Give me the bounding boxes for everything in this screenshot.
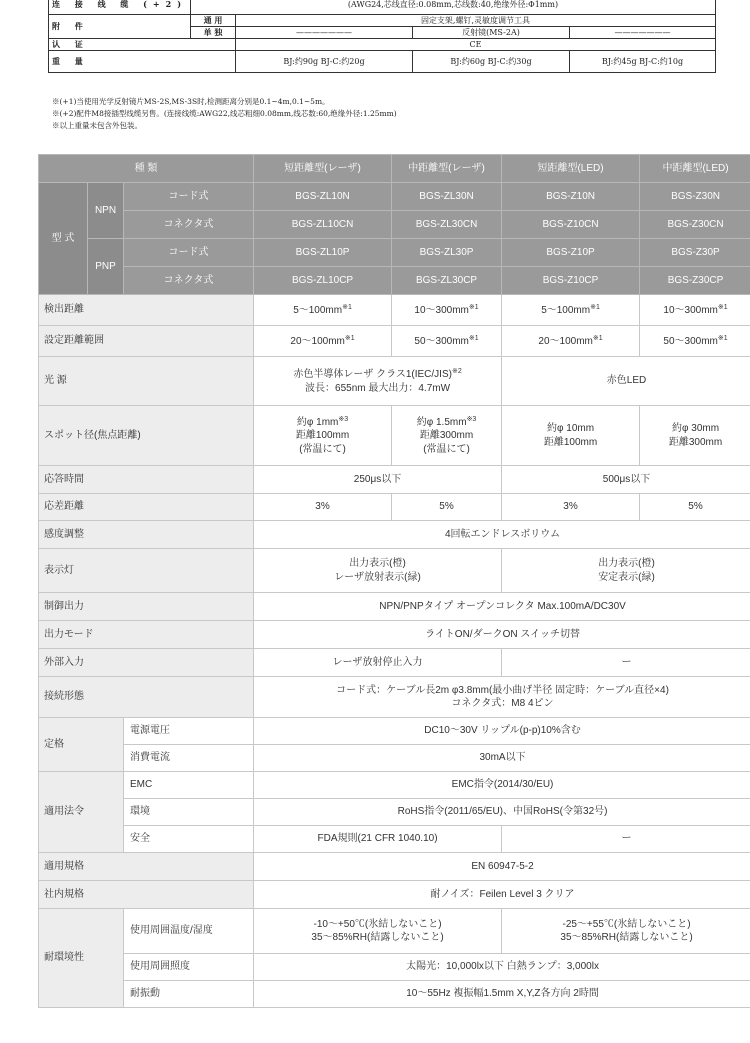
model-value: BGS-ZL10N <box>254 183 392 211</box>
label-response: 応答時間 <box>39 466 254 494</box>
row-inhouse <box>39 881 750 909</box>
value-current: 30mA以下 <box>254 745 750 772</box>
model-row <box>39 183 750 211</box>
header-col-3: 短距離型(LED) <box>502 155 640 183</box>
model-value: BGS-Z30CN <box>640 211 750 239</box>
scanned-sub-common: 通 用 <box>190 15 235 27</box>
row-hyst <box>39 494 750 521</box>
model-type: コネクタ式 <box>124 267 254 295</box>
value-text: 5～100mm <box>293 304 343 316</box>
label-sens: 感度調整 <box>39 521 254 549</box>
value-cell <box>392 406 502 466</box>
model-label: 型 式 <box>39 183 88 295</box>
label-indicator: 表示灯 <box>39 549 254 593</box>
row-rating-supply <box>39 718 750 745</box>
scanned-weight-3: BJ:约45g BJ-C:约10g <box>569 51 715 73</box>
value-text: 35～85%RH(結露しないこと) <box>560 932 693 943</box>
label-ext: 外部入力 <box>39 649 254 677</box>
value-text: 10～300mm <box>663 304 718 316</box>
row-response <box>39 466 750 494</box>
value-temp-led <box>502 909 750 954</box>
scanned-row-accessory-common <box>49 15 716 27</box>
label-control: 制御出力 <box>39 593 254 621</box>
model-type: コード式 <box>124 183 254 211</box>
model-value: BGS-Z30CP <box>640 267 750 295</box>
model-value: BGS-ZL10CP <box>254 267 392 295</box>
note-mark: ※1 <box>468 334 479 342</box>
value-indicator-laser <box>254 549 502 593</box>
row-law-emc <box>39 772 750 799</box>
value-cell: 3% <box>502 494 640 521</box>
model-type: コード式 <box>124 239 254 267</box>
scanned-value-cable: (AWG24,芯线直径:0.08mm,芯线数:40,绝缘外径:Φ1mm) <box>190 0 715 15</box>
value-text: コネクタ式：M8 4ピン <box>451 698 554 709</box>
value-cell <box>254 326 392 357</box>
model-value: BGS-ZL30N <box>392 183 502 211</box>
value-text: 10～300mm <box>414 304 469 316</box>
value-cell <box>640 295 750 326</box>
model-value: BGS-Z30N <box>640 183 750 211</box>
model-row <box>39 267 750 295</box>
model-value: BGS-Z30P <box>640 239 750 267</box>
scanned-label-cable: 连 接 线 缆 (+2) <box>49 0 191 15</box>
label-setrange: 設定距離範囲 <box>39 326 254 357</box>
row-spot <box>39 406 750 466</box>
value-cell <box>502 326 640 357</box>
value-cell <box>254 406 392 466</box>
label-spot: スポット径(焦点距離) <box>39 406 254 466</box>
value-light-led: 赤色LED <box>502 357 750 406</box>
value-text: 距離100mm <box>543 436 598 448</box>
row-control <box>39 593 750 621</box>
value-response-laser: 250μs以下 <box>254 466 502 494</box>
value-supply: DC10～30V リップル(p-p)10%含む <box>254 718 750 745</box>
label-emc: EMC <box>124 772 254 799</box>
scanned-weight-1: BJ:约90g BJ-C:约20g <box>235 51 412 73</box>
label-temp: 使用周囲温度/湿度 <box>124 909 254 954</box>
value-text: コード式：ケーブル長2m φ3.8mm(最小曲げ半径 固定時：ケーブル直径×4) <box>336 684 669 696</box>
scanned-label-cert: 认 证 <box>49 39 236 51</box>
value-indicator-led <box>502 549 750 593</box>
model-value: BGS-Z10CP <box>502 267 640 295</box>
model-value: BGS-Z10P <box>502 239 640 267</box>
row-rating-current <box>39 745 750 772</box>
scanned-value-single-3: ——————— <box>569 27 715 39</box>
row-ext <box>39 649 750 677</box>
value-text: 出力表示(橙) <box>349 558 406 569</box>
value-illum: 太陽光：10,000lx以下 白熱ランプ：3,000lx <box>254 954 750 981</box>
scanned-sub-single: 单 独 <box>190 27 235 39</box>
value-text: 20～100mm <box>538 335 593 347</box>
value-vib: 10～55Hz 複振幅1.5mm X,Y,Z各方向 2時間 <box>254 981 750 1008</box>
value-text: 安定表示(緑) <box>598 571 655 583</box>
label-current: 消費電流 <box>124 745 254 772</box>
value-text: 約φ 30mm <box>672 423 720 434</box>
model-value: BGS-Z10N <box>502 183 640 211</box>
note-mark: ※1 <box>717 303 728 311</box>
row-detect <box>39 295 750 326</box>
label-std: 適用規格 <box>39 853 254 881</box>
ce-mark: CE <box>235 39 715 51</box>
value-conn <box>254 677 750 718</box>
scanned-row-cert <box>49 39 716 51</box>
value-text: 出力表示(橙) <box>598 558 655 569</box>
value-text: 50～300mm <box>663 335 718 347</box>
note-mark: ※1 <box>342 303 352 311</box>
label-light: 光 源 <box>39 357 254 406</box>
scanned-value-single-1: ——————— <box>235 27 412 39</box>
value-text: -10～+50℃(氷結しないこと) <box>313 918 442 930</box>
value-emc: EMC指令(2014/30/EU) <box>254 772 750 799</box>
scanned-row-cable <box>49 0 716 15</box>
value-std: EN 60947-5-2 <box>254 853 750 881</box>
value-safe-laser: FDA規則(21 CFR 1040.10) <box>254 826 502 853</box>
value-ext-laser: レーザ放射停止入力 <box>254 649 502 677</box>
value-cell: 5% <box>392 494 502 521</box>
scanned-value-common: 固定支架,螺钉,灵敏度调节工具 <box>235 15 715 27</box>
row-light <box>39 357 750 406</box>
value-env: RoHS指令(2011/65/EU)、中国RoHS(令第32号) <box>254 799 750 826</box>
row-env-illum <box>39 954 750 981</box>
row-env-temp <box>39 909 750 954</box>
row-law-safe <box>39 826 750 853</box>
value-safe-led: ー <box>502 826 750 853</box>
model-value: BGS-ZL30CP <box>392 267 502 295</box>
value-text: 距離300mm <box>668 436 723 448</box>
label-illum: 使用周囲照度 <box>124 954 254 981</box>
value-cell <box>254 295 392 326</box>
value-text: 50～300mm <box>414 335 469 347</box>
label-vib: 耐振動 <box>124 981 254 1008</box>
value-cell <box>640 326 750 357</box>
note-mark: ※1 <box>717 334 728 342</box>
label-supply: 電源電圧 <box>124 718 254 745</box>
value-sens: 4回転エンドレスボリウム <box>254 521 750 549</box>
model-value: BGS-ZL30P <box>392 239 502 267</box>
value-light-laser <box>254 357 502 406</box>
value-cell <box>502 406 640 466</box>
value-cell <box>392 295 502 326</box>
spec-header-row <box>39 155 750 183</box>
note-mark: ※1 <box>344 334 355 342</box>
note-mark: ※1 <box>592 334 603 342</box>
value-text: (常温にて) <box>299 443 346 455</box>
value-text: 波長：655nm 最大出力：4.7mW <box>305 382 451 394</box>
value-cell <box>392 326 502 357</box>
value-temp-laser <box>254 909 502 954</box>
header-kind: 種 類 <box>39 155 254 183</box>
scanned-note-3: ※以上重量未包含外包装。 <box>52 121 142 130</box>
model-value: BGS-Z10CN <box>502 211 640 239</box>
value-text: 約φ 10mm <box>547 423 595 434</box>
scanned-spec-sheet <box>0 0 750 150</box>
model-value: BGS-ZL10CN <box>254 211 392 239</box>
row-std <box>39 853 750 881</box>
value-text: レーザ放射表示(緑) <box>334 571 421 583</box>
scanned-note-2: ※(+2)配件M8接插型线缆另售。(连接线缆:AWG22,线芯粗细0.08mm,线芯数:60,绝缘外径:1.25mm) <box>52 109 397 118</box>
model-row <box>39 239 750 267</box>
scanned-label-accessory: 附 件 <box>49 15 191 39</box>
scanned-row-weight <box>49 51 716 73</box>
value-text: 距離100mm <box>295 430 350 442</box>
row-env-vib <box>39 981 750 1008</box>
label-hyst: 応差距離 <box>39 494 254 521</box>
label-inhouse: 社内規格 <box>39 881 254 909</box>
scanned-spec-table <box>48 0 716 73</box>
model-value: BGS-ZL10P <box>254 239 392 267</box>
scanned-value-single-2: 反射镜(MS-2A) <box>412 27 569 39</box>
scanned-note-1: ※(+1)当使用光学反射镜片MS-2S,MS-3S时,检测距离分别是0.1~4m,0.1~5m。 <box>52 97 330 106</box>
row-sens <box>39 521 750 549</box>
header-col-1: 短距離型(レーザ) <box>254 155 392 183</box>
header-col-2: 中距離型(レーザ) <box>392 155 502 183</box>
model-value: BGS-ZL30CN <box>392 211 502 239</box>
label-envres: 耐環境性 <box>39 909 124 1008</box>
note-mark: ※3 <box>338 415 349 423</box>
scanned-label-weight: 重 量 <box>49 51 236 73</box>
value-response-led: 500μs以下 <box>502 466 750 494</box>
value-text: 20～100mm <box>290 335 345 347</box>
label-env: 環境 <box>124 799 254 826</box>
value-text: 5～100mm <box>541 304 591 316</box>
model-type: コネクタ式 <box>124 211 254 239</box>
value-cell <box>502 295 640 326</box>
value-inhouse: 耐ノイズ：Feilen Level 3 クリア <box>254 881 750 909</box>
row-law-env <box>39 799 750 826</box>
value-cell <box>640 406 750 466</box>
value-text: -25～+55℃(氷結しないこと) <box>562 918 691 930</box>
spec-table <box>38 154 750 1008</box>
label-law: 適用法令 <box>39 772 124 853</box>
value-text: 赤色半導体レーザ クラス1(IEC/JIS) <box>293 369 452 380</box>
model-row <box>39 211 750 239</box>
value-ext-led: ー <box>502 649 750 677</box>
value-text: 約φ 1.5mm <box>416 416 467 428</box>
header-col-4: 中距離型(LED) <box>640 155 750 183</box>
note-mark: ※3 <box>466 415 477 423</box>
label-conn: 接続形態 <box>39 677 254 718</box>
value-control: NPN/PNPタイプ オープンコレクタ Max.100mA/DC30V <box>254 593 750 621</box>
label-rating: 定格 <box>39 718 124 772</box>
value-text: 約φ 1mm <box>296 416 339 428</box>
row-setrange <box>39 326 750 357</box>
value-text: 距離300mm <box>419 430 474 442</box>
value-cell: 3% <box>254 494 392 521</box>
note-mark: ※1 <box>590 303 600 311</box>
value-mode: ライトON/ダークON スイッチ切替 <box>254 621 750 649</box>
value-text <box>258 367 497 382</box>
row-indicator <box>39 549 750 593</box>
value-cell: 5% <box>640 494 750 521</box>
value-text: (常温にて) <box>423 443 470 455</box>
row-conn <box>39 677 750 718</box>
model-group-npn: NPN <box>88 183 124 239</box>
scanned-weight-2: BJ:约60g BJ-C:约30g <box>412 51 569 73</box>
model-group-pnp: PNP <box>88 239 124 295</box>
label-detect: 検出距離 <box>39 295 254 326</box>
label-mode: 出力モード <box>39 621 254 649</box>
row-mode <box>39 621 750 649</box>
label-safe: 安全 <box>124 826 254 853</box>
note-mark: ※2 <box>451 368 462 375</box>
note-mark: ※1 <box>468 303 479 311</box>
value-text: 35～85%RH(結露しないこと) <box>311 932 444 943</box>
